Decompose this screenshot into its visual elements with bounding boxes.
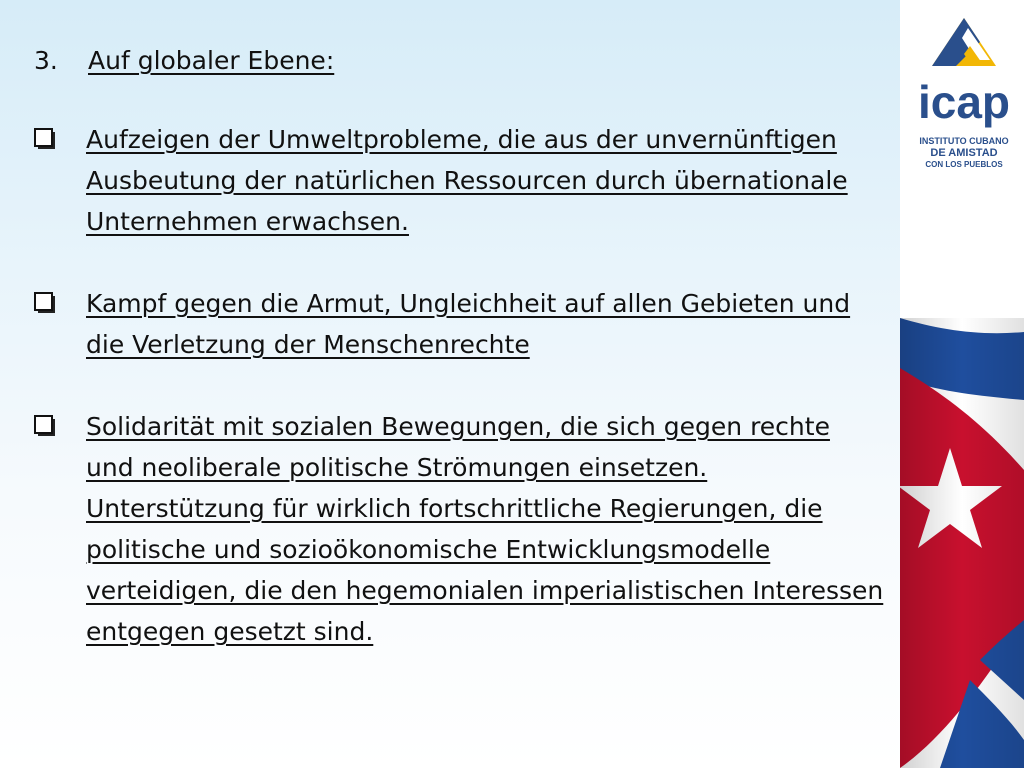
checkbox-square-icon — [34, 406, 86, 437]
bullet-item — [34, 406, 884, 652]
section-title: Auf globaler Ebene: — [88, 46, 335, 75]
bullet-item — [34, 283, 884, 365]
section-heading — [34, 40, 884, 81]
logo-line-2: DE AMISTAD — [930, 147, 998, 159]
checkbox-square-icon — [34, 119, 86, 150]
bullet-item — [34, 119, 884, 242]
sidebar — [900, 0, 1024, 768]
slide-content — [34, 40, 884, 693]
logo-line-3: CON LOS PUEBLOS — [925, 160, 1003, 169]
bullet-text: Solidarität mit sozialen Bewegungen, die sich gegen rechte und neoliberale politische Strömungen einsetzen. Unterstützung für wirklich fortschrittliche Regierungen, die politische und sozioökonomische Entwicklungsmodelle verteidigen, die den hegemonialen imperialistischen Interessen entgegen gesetzt sind. — [86, 412, 884, 646]
bullet-text: Aufzeigen der Umweltprobleme, die aus der unvernünftigen Ausbeutung der natürlichen Ressourcen durch übernationale Unternehmen erwachsen. — [86, 125, 848, 236]
checkbox-square-icon — [34, 283, 86, 314]
section-number: 3. — [34, 46, 58, 75]
cuban-flag-icon — [900, 0, 1024, 768]
logo-wordmark: icap — [917, 76, 1011, 128]
bullet-text: Kampf gegen die Armut, Ungleichheit auf allen Gebieten und die Verletzung der Menschenrechte — [86, 289, 851, 359]
logo-line-1: INSTITUTO CUBANO — [919, 136, 1009, 146]
